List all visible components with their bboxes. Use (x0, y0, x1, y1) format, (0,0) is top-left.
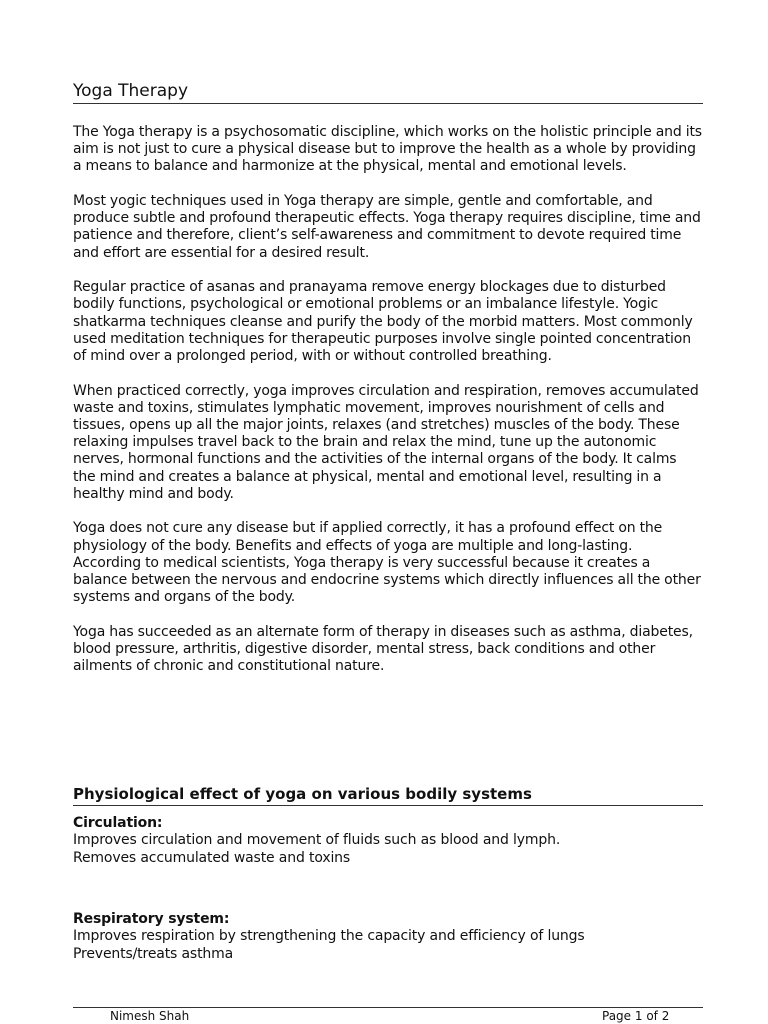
paragraph-6: Yoga has succeeded as an alternate form of therapy in diseases such as asthma, diabetes, blood pressure, arthritis, digestive disorder, mental stress, back conditions and other ailments of chronic and constitutional nature. (73, 623, 693, 675)
paragraph-2: Most yogic techniques used in Yoga therapy are simple, gentle and comfortable, and produce subtle and profound therapeutic effects. Yoga therapy requires discipline, time and patience and therefore, client’s self-awareness and commitment to devote required time and effort are essential for a desired result. (73, 193, 701, 261)
respiratory-label: Respiratory system: (73, 911, 230, 927)
footer-divider (73, 1007, 703, 1008)
circulation-line-1: Improves circulation and movement of fluids such as blood and lymph. (73, 832, 561, 849)
respiratory-line-1: Improves respiration by strengthening the capacity and efficiency of lungs (73, 928, 585, 945)
paragraph-5: Yoga does not cure any disease but if applied correctly, it has a profound effect on the physiology of the body. Benefits and effects of yoga are multiple and long-lasting. According to medical scientists, Yoga therapy is very successful because it creates a balance between the nervous and endocrine systems which directly influences all the other systems and organs of the body. (73, 520, 701, 606)
footer-page-number: Page 1 of 2 (602, 1009, 670, 1023)
circulation-section (73, 815, 703, 867)
respiratory-line-2: Prevents/treats asthma (73, 945, 234, 962)
section-heading: Physiological effect of yoga on various bodily systems (73, 784, 703, 806)
footer-author: Nimesh Shah (110, 1009, 190, 1023)
paragraph-4: When practiced correctly, yoga improves circulation and respiration, removes accumulated waste and toxins, stimulates lymphatic movement, improves nourishment of cells and tissues, opens up all the major joints, relaxes (and stretches) muscles of the body. These relaxing impulses travel back to the brain and relax the mind, tune up the autonomic nerves, hormonal functions and the activities of the internal organs of the body. It calms the mind and creates a balance at physical, mental and emotional level, resulting in a healthy mind and body. (73, 382, 699, 502)
intro-paragraphs (73, 124, 703, 693)
paragraph-3: Regular practice of asanas and pranayama remove energy blockages due to disturbed bodily functions, psychological or emotional problems or an imbalance lifestyle. Yogic shatkarma techniques cleanse and purify the body of the morbid matters. Most commonly used meditation techniques for therapeutic purposes involve single pointed concentration of mind over a prolonged period, with or without controlled breathing. (73, 279, 693, 365)
circulation-label: Circulation: (73, 815, 163, 831)
respiratory-section (73, 911, 703, 963)
circulation-line-2: Removes accumulated waste and toxins (73, 849, 351, 866)
paragraph-1: The Yoga therapy is a psychosomatic discipline, which works on the holistic principle and its aim is not just to cure a physical disease but to improve the health as a whole by providing a means to balance and harmonize at the physical, mental and emotional levels. (73, 124, 702, 175)
page-title: Yoga Therapy (73, 80, 703, 104)
